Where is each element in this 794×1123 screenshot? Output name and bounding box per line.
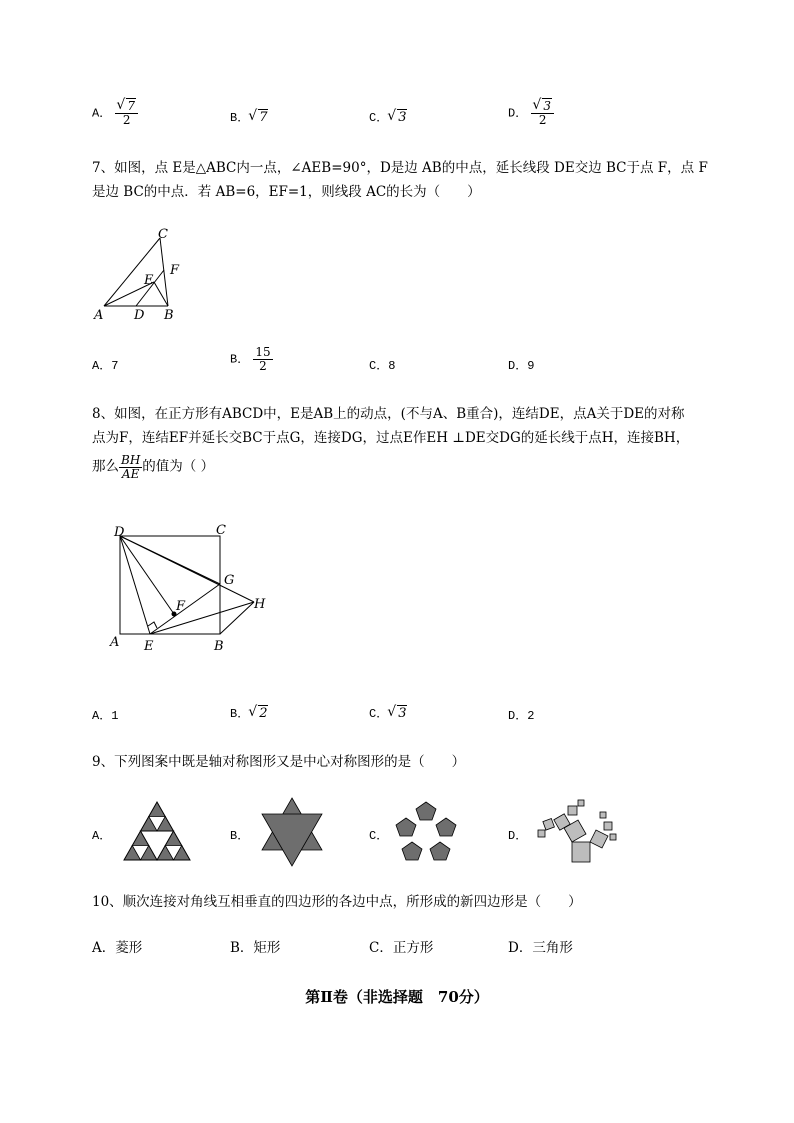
q8-label-d: D bbox=[114, 525, 125, 540]
q8-label-b: B bbox=[214, 639, 224, 654]
q10-option-a: A．菱形 bbox=[92, 940, 143, 956]
q7-label-a: A bbox=[94, 308, 104, 323]
q10-option-c: C．正方形 bbox=[369, 940, 434, 956]
q8-label-g: G bbox=[224, 573, 235, 588]
q8-label-f: F bbox=[176, 599, 186, 614]
q10-text: 10、顺次连接对角线互相垂直的四边形的各边中点，所形成的新四边形是（ ） bbox=[92, 894, 582, 910]
q8-label-h: H bbox=[254, 597, 266, 612]
q7-label-b: B bbox=[164, 308, 174, 323]
q7-label-c: C bbox=[158, 227, 168, 242]
q6-option-b: B．√ 7 bbox=[230, 108, 268, 125]
q8-label-e: E bbox=[144, 639, 154, 654]
q8-figure bbox=[104, 518, 274, 656]
pythagoras-tree-icon bbox=[534, 798, 618, 868]
q6-option-c: C．√ 3 bbox=[369, 108, 407, 125]
q8-label-a: A bbox=[110, 635, 120, 650]
q7-label-e: E bbox=[144, 273, 154, 288]
q7-option-b: B． $\frac{15}{2}$ bbox=[230, 345, 271, 373]
pentagon-ring-icon bbox=[392, 800, 460, 862]
q7-option-c: C．8 bbox=[369, 359, 396, 373]
q9-option-a: A． bbox=[92, 829, 112, 843]
q7-label-d: D bbox=[134, 308, 145, 323]
hexagram-star-icon bbox=[256, 796, 328, 868]
section-heading: 第Ⅱ卷（非选择题 70分） bbox=[305, 988, 489, 1006]
q8-option-d: D．2 bbox=[508, 709, 535, 723]
q7-figure bbox=[92, 222, 192, 326]
q9-option-c: C． bbox=[369, 829, 389, 843]
q8-text: 8、如图，在正方形有ABCD中，E是AB上的动点，(不与A、B重合)，连结DE，点A关于DE的对称 点为F，连结EF并延长交BC于点G，连接DG，过点E作EH ⊥DE交DG的延长线于点H，连接BH， 那么 $\frac{BH}{AE}$ 的值为（ ） bbox=[92, 406, 690, 481]
q7-option-d: D．9 bbox=[508, 359, 535, 373]
sierpinski-triangle-icon bbox=[122, 800, 192, 862]
q10-option-b: B．矩形 bbox=[230, 940, 281, 956]
q9-option-d: D． bbox=[508, 829, 528, 843]
q7-option-a: A．7 bbox=[92, 359, 119, 373]
q6-option-d: D． √ $\frac{3}{2}$ bbox=[508, 100, 554, 126]
q8-option-c: C．√ 3 bbox=[369, 704, 407, 721]
q9-option-b: B． bbox=[230, 829, 250, 843]
q7-label-f: F bbox=[170, 263, 180, 278]
q8-option-a: A．1 bbox=[92, 709, 119, 723]
q9-text: 9、下列图案中既是轴对称图形又是中心对称图形的是（ ） bbox=[92, 754, 466, 770]
q10-option-d: D．三角形 bbox=[508, 940, 573, 956]
q8-label-c: C bbox=[216, 523, 226, 538]
q6-option-a: A． √ $\frac{7}{2}$ bbox=[92, 100, 138, 126]
q8-option-b: B．√ 2 bbox=[230, 704, 268, 721]
q6-a-fraction: √ $\frac{7}{2}$ bbox=[115, 100, 138, 126]
q7-text: 7、如图，点 E是△ABC内一点，∠AEB=90°，D是边 AB的中点，延长线段 DE交边 BC于点 F，点 F 是边 BC的中点．若 AB=6，EF=1，则线段 AC的长为（ ） bbox=[92, 160, 708, 200]
